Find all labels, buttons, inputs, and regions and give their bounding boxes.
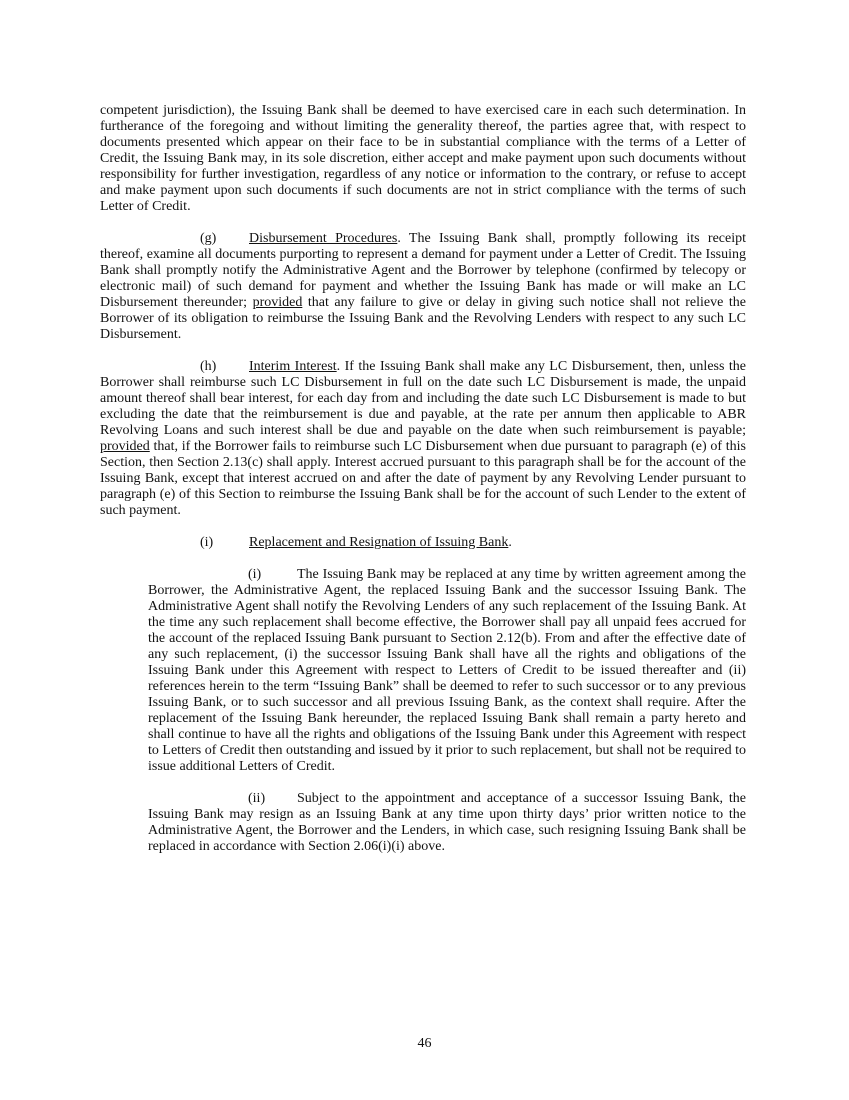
section-i-heading-line bbox=[100, 535, 746, 551]
section-g-text-2: that any failure to give or delay in giving such notice shall not relieve the Borrower of its obligation to reimburse the Issuing Bank and the Revolving Lenders with respect to any such LC Disbursement. bbox=[100, 295, 746, 342]
subsection-i-text: The Issuing Bank may be replaced at any time by written agreement among the Borrower, the Administrative Agent, the replaced Issuing Bank and the successor Issuing Bank. The Administrative Agent shall notify the Revolving Lenders of any such replacement of the Issuing Bank. At the time any such replacement shall become effective, the Borrower shall pay all unpaid fees accrued for the account of the replaced Issuing Bank pursuant to Section 2.12(b). From and after the effective date of any such replacement, (i) the successor Issuing Bank shall have all the rights and obligations of the Issuing Bank under this Agreement with respect to Letters of Credit to be issued thereafter and (ii) references herein to the term “Issuing Bank” shall be deemed to refer to such successor or to any previous Issuing Bank, or to such successor and all previous Issuing Bank, as the context shall require. After the replacement of the Issuing Bank hereunder, the replaced Issuing Bank shall remain a party hereto and shall continue to have all the rights and obligations of the Issuing Bank under this Agreement with respect to Letters of Credit then outstanding and issued by it prior to such replacement, but shall not be required to issue additional Letters of Credit. bbox=[148, 567, 746, 774]
page-number: 46 bbox=[417, 1036, 432, 1051]
paragraph-intro-text: competent jurisdiction), the Issuing Bank shall be deemed to have exercised care in each such determination. In furtherance of the foregoing and without limiting the generality thereof, the parties agree that, with respect to documents presented which appear on their face to be in substantial compliance with the terms of a Letter of Credit, the Issuing Bank may, in its sole discretion, either accept and make payment upon such documents without responsibility for further investigation, regardless of any notice or information to the contrary, or refuse to accept and make payment upon such documents if such documents are not in strict compliance with the terms of such Letter of Credit. bbox=[100, 103, 746, 214]
section-h-text-1: . If the Issuing Bank shall make any LC Disbursement, then, unless the Borrower shall reimburse such LC Disbursement in full on the date such LC Disbursement is made, the unpaid amount thereof shall bear interest, for each day from and including the date such LC Disbursement is made to but excluding the date that the reimbursement is due and payable, at the rate per annum then applicable to ABR Revolving Loans and such interest shall be due and payable on the date when such reimbursement is payable; bbox=[100, 359, 747, 438]
section-i-enum: (i) bbox=[200, 535, 214, 550]
section-h-provided: provided bbox=[100, 439, 150, 454]
subsection-ii-enum: (ii) bbox=[248, 791, 266, 806]
document-body bbox=[100, 103, 746, 855]
section-h-text-2: that, if the Borrower fails to reimburse such LC Disbursement when due pursuant to paragraph (e) of this Section, then Section 2.13(c) shall apply. Interest accrued pursuant to this paragraph shall be for the account of the Issuing Bank, except that interest accrued on and after the date of payment by any Revolving Lender pursuant to paragraph (e) of this Section to reimburse the Issuing Bank shall be for the account of such Lender to the extent of such payment. bbox=[100, 439, 746, 518]
section-h-paragraph bbox=[100, 359, 746, 519]
section-h-heading: Interim Interest bbox=[249, 359, 337, 374]
section-h-enum: (h) bbox=[200, 359, 217, 374]
subsection-ii-paragraph bbox=[148, 791, 746, 855]
section-g-paragraph bbox=[100, 231, 746, 343]
section-g-text-1: . The Issuing Bank shall, promptly following its receipt thereof, examine all documents purporting to represent a demand for payment under a Letter of Credit. The Issuing Bank shall promptly notify the Administrative Agent and the Borrower by telephone (confirmed by telecopy or electronic mail) of such demand for payment and whether the Issuing Bank has made or will make an LC Disbursement thereunder; bbox=[100, 231, 747, 310]
section-i-heading: Replacement and Resignation of Issuing Bank bbox=[249, 535, 509, 550]
subsection-ii-text: Subject to the appointment and acceptance of a successor Issuing Bank, the Issuing Bank may resign as an Issuing Bank at any time upon thirty days’ prior written notice to the Administrative Agent, the Borrower and the Lenders, in which case, such resigning Issuing Bank shall be replaced in accordance with Section 2.06(i)(i) above. bbox=[148, 791, 746, 854]
subsection-i-enum: (i) bbox=[248, 567, 262, 582]
section-i-subsections bbox=[148, 567, 746, 855]
section-g-heading: Disbursement Procedures bbox=[249, 231, 398, 246]
paragraph-intro bbox=[100, 103, 746, 215]
section-g-provided: provided bbox=[252, 295, 303, 310]
subsection-i-paragraph bbox=[148, 567, 746, 775]
section-i-heading-end: . bbox=[508, 535, 512, 550]
section-g-enum: (g) bbox=[200, 231, 217, 246]
